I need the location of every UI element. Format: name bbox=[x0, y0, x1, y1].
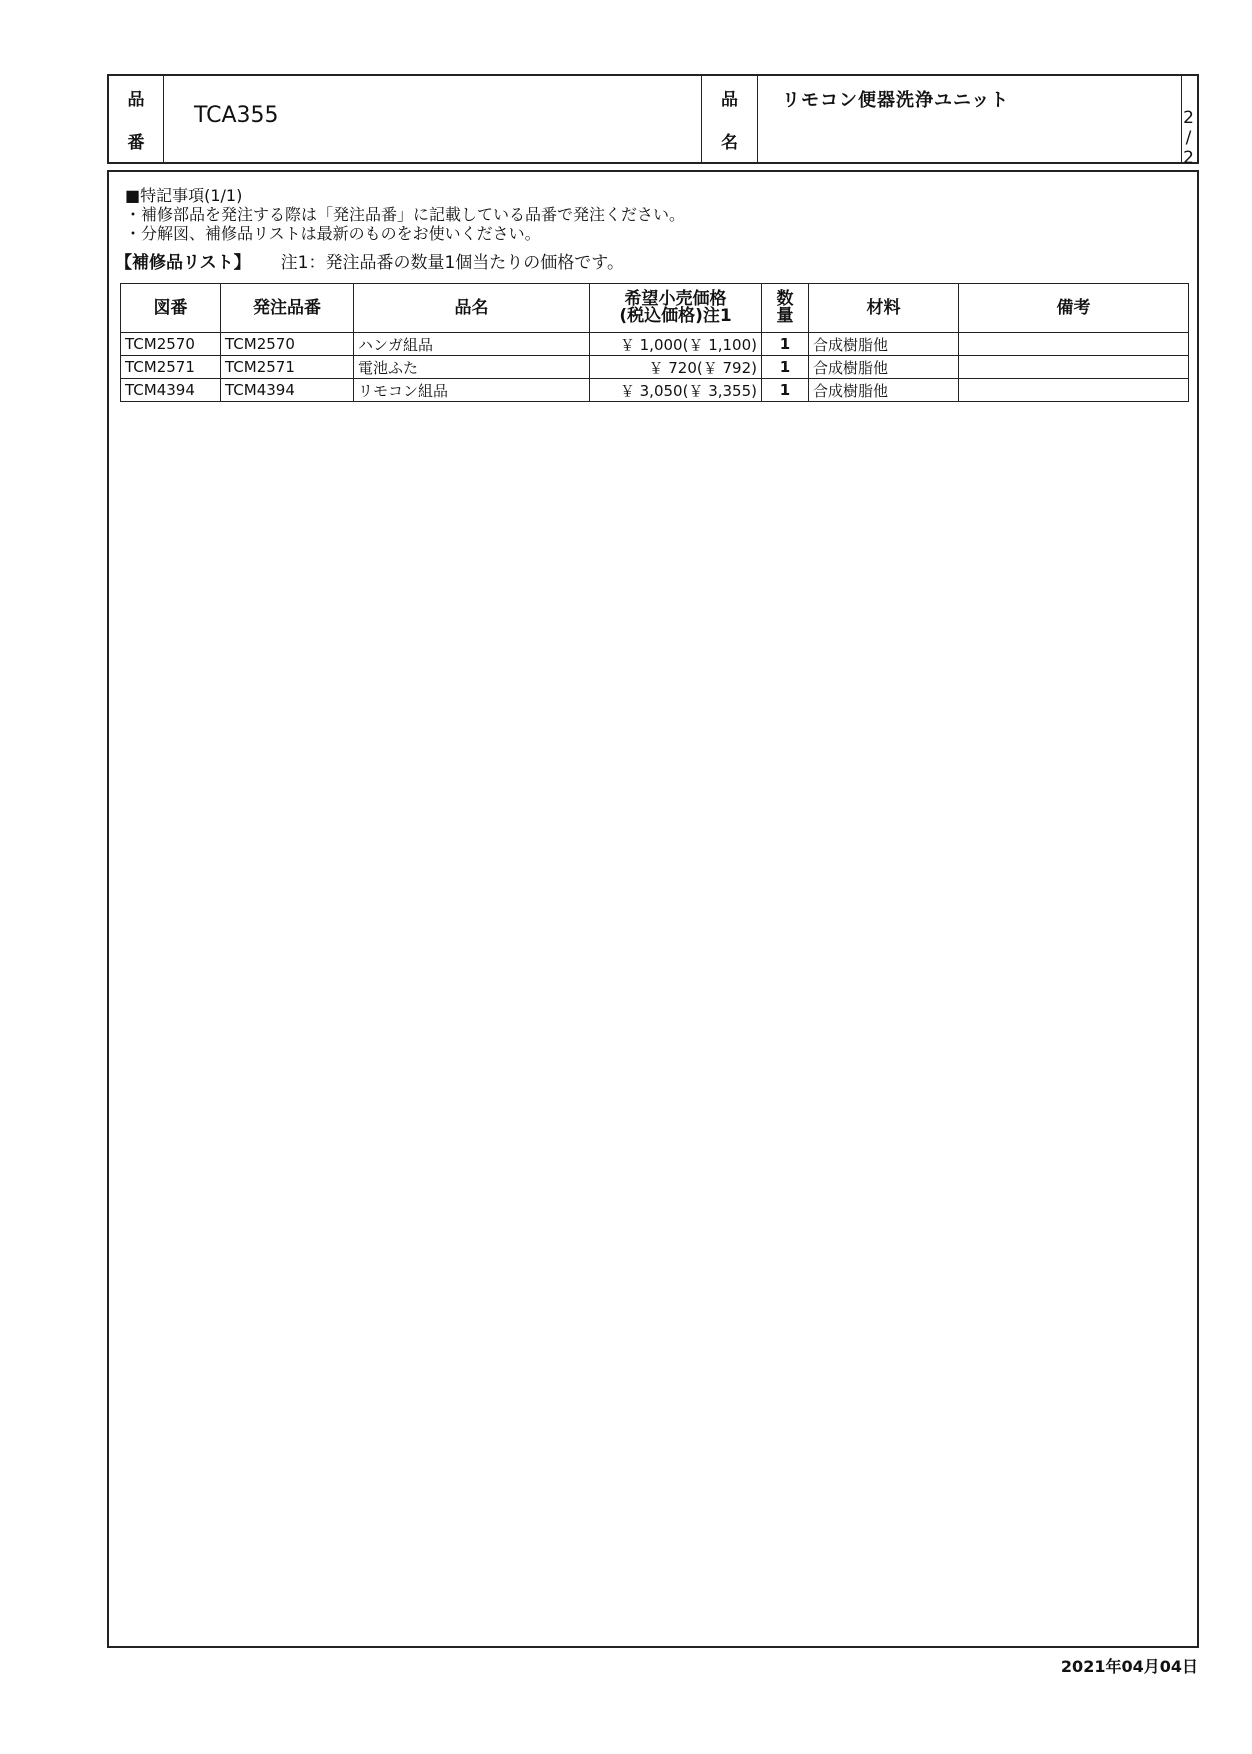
header-material: 材料 bbox=[809, 284, 959, 333]
product-no-cell bbox=[164, 76, 702, 162]
cell-qty: 1 bbox=[762, 379, 809, 402]
content-box bbox=[107, 170, 1199, 1648]
header-qty bbox=[762, 284, 809, 333]
header-price-line-2: (税込価格)注1 bbox=[619, 306, 732, 326]
parts-table bbox=[120, 283, 1189, 402]
cell-name: ハンガ組品 bbox=[354, 333, 590, 356]
header-name: 品名 bbox=[354, 284, 590, 333]
product-name-cell bbox=[758, 76, 1182, 162]
table-row bbox=[121, 379, 1189, 402]
cell-remarks bbox=[959, 379, 1189, 402]
product-name: リモコン便器洗浄ユニット bbox=[782, 90, 1010, 111]
cell-fig-no: TCM4394 bbox=[121, 379, 221, 402]
product-no: TCA355 bbox=[194, 103, 279, 128]
page-number: 2 / 2 bbox=[1183, 108, 1196, 168]
product-no-label-top: 品 bbox=[127, 90, 145, 110]
header-price-line-1: 希望小売価格 bbox=[624, 289, 727, 309]
table-row bbox=[121, 333, 1189, 356]
cell-material: 合成樹脂他 bbox=[809, 379, 959, 402]
header-order-no: 発注品番 bbox=[221, 284, 354, 333]
cell-price: ￥ 1,000(￥ 1,100) bbox=[590, 333, 762, 356]
cell-material: 合成樹脂他 bbox=[809, 356, 959, 379]
product-name-label bbox=[702, 76, 758, 162]
notes-line-2: ・分解図、補修品リストは最新のものをお使いください。 bbox=[125, 224, 541, 243]
cell-remarks bbox=[959, 356, 1189, 379]
cell-qty: 1 bbox=[762, 356, 809, 379]
cell-qty: 1 bbox=[762, 333, 809, 356]
table-row bbox=[121, 356, 1189, 379]
cell-order-no: TCM2570 bbox=[221, 333, 354, 356]
parts-list-title-line bbox=[115, 248, 624, 273]
cell-fig-no: TCM2570 bbox=[121, 333, 221, 356]
cell-name: リモコン組品 bbox=[354, 379, 590, 402]
header-qty-line-2: 量 bbox=[776, 306, 794, 326]
cell-material: 合成樹脂他 bbox=[809, 333, 959, 356]
cell-order-no: TCM2571 bbox=[221, 356, 354, 379]
header-remarks: 備考 bbox=[959, 284, 1189, 333]
header-fig-no: 図番 bbox=[121, 284, 221, 333]
product-no-label-bottom: 番 bbox=[127, 133, 145, 153]
cell-price: ￥ 3,050(￥ 3,355) bbox=[590, 379, 762, 402]
header-price bbox=[590, 284, 762, 333]
cell-remarks bbox=[959, 333, 1189, 356]
product-no-label bbox=[109, 76, 164, 162]
price-note: 注1：発注品番の数量1個当たりの価格です。 bbox=[280, 253, 624, 273]
issue-date: 2021年04月04日 bbox=[1060, 1657, 1198, 1676]
page-number-cell bbox=[1182, 76, 1197, 168]
product-name-label-bottom: 名 bbox=[721, 133, 738, 153]
table-header-row bbox=[121, 284, 1189, 333]
cell-name: 電池ふた bbox=[354, 356, 590, 379]
header-qty-line-1: 数 bbox=[776, 289, 794, 309]
cell-price: ￥ 720(￥ 792) bbox=[590, 356, 762, 379]
special-notes bbox=[125, 186, 685, 243]
header-box bbox=[107, 74, 1199, 168]
cell-order-no: TCM4394 bbox=[221, 379, 354, 402]
parts-list-title: 【補修品リスト】 bbox=[115, 253, 251, 273]
notes-line-1: ・補修部品を発注する際は「発注品番」に記載している品番で発注ください。 bbox=[125, 205, 686, 224]
notes-heading: ■特記事項(1/1) bbox=[125, 186, 243, 205]
product-name-label-top: 品 bbox=[721, 90, 738, 110]
cell-fig-no: TCM2571 bbox=[121, 356, 221, 379]
